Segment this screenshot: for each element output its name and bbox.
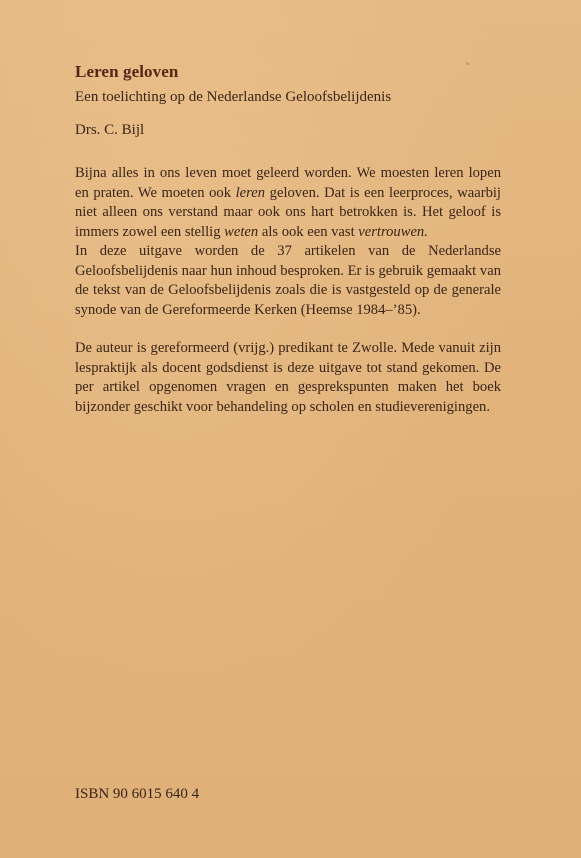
book-title: Leren geloven: [75, 62, 179, 81]
blurb-text-segment: geloven. Dat is een leerproces, waarbij niet alleen ons verstand maar ook ons hart betrokken is. Het geloof is immers zowel een stellig: [75, 184, 501, 240]
blurb-paragraph-content: In deze uitgave worden de 37 artikelen van de Nederlandse Geloofsbelijdenis naar hun inhoud besproken. Er is gebruik gemaakt van de tekst van de Geloofsbelijdenis zoals die is vastgesteld op de generale synode van de Gereformeerde Kerken (Heemse 1984–’85).: [75, 243, 501, 318]
author-name: Drs. C. Bijl: [75, 122, 145, 138]
emphasis-vertrouwen: vertrouwen.: [358, 223, 428, 240]
isbn-number: ISBN 90 6015 640 4: [75, 786, 200, 802]
paper-speck: [466, 62, 469, 65]
book-subtitle: Een toelichting op de Nederlandse Geloofsbelijdenis: [75, 89, 392, 105]
blurb-paragraph-intro: [75, 164, 501, 242]
blurb-text-segment: als ook een vast: [258, 223, 359, 240]
blurb-text-segment: Bijna alles in ons leven moet geleerd worden. We moesten leren lopen en praten. We moeten ook: [75, 165, 501, 201]
emphasis-weten: weten: [224, 223, 259, 240]
blurb-text: [75, 164, 501, 417]
blurb-paragraph-author: De auteur is gereformeerd (vrijg.) predikant te Zwolle. Mede vanuit zijn lespraktijk als docent godsdienst is deze uitgave tot stand gekomen. De per artikel opgenomen vragen en gesprekspunten maken het boek bijzonder geschikt voor behandeling op scholen en studieverenigingen.: [75, 340, 501, 415]
emphasis-leren: leren: [235, 184, 266, 201]
